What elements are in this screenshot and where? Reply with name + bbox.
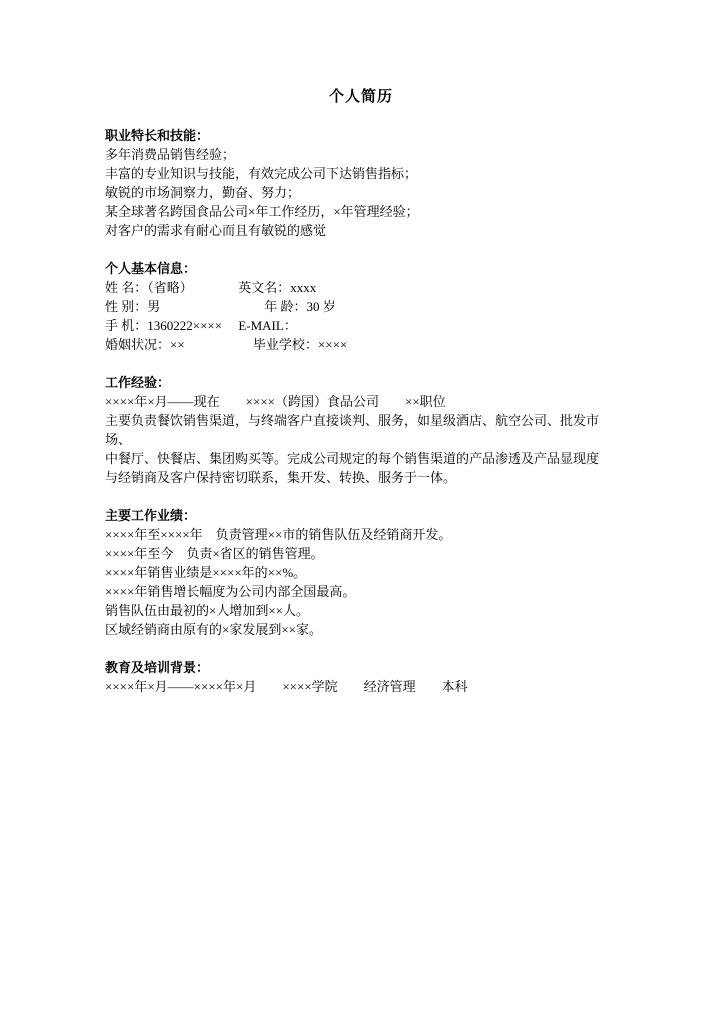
text-line: ××××年×月——××××年×月 ××××学院 经济管理 本科: [105, 679, 468, 694]
text-line: 主要负责餐饮销售渠道，与终端客户直接谈判、服务，如星级酒店、航空公司、批发市场、: [105, 413, 600, 447]
section-education: [105, 658, 617, 696]
text-line: ××××年×月——现在 ××××（跨国）食品公司 ××职位: [105, 394, 446, 409]
resume-content: [105, 88, 617, 696]
text-line: 性 别：男 年 龄：30 岁: [105, 299, 336, 314]
section-heading: 主要工作业绩：: [105, 508, 197, 523]
text-line: 敏锐的市场洞察力，勤奋、努力；: [105, 185, 301, 200]
text-line: 姓 名：（省略） 英文名：xxxx: [105, 280, 317, 295]
document-title: 个人简历: [328, 89, 393, 105]
section-basic-info: [105, 259, 617, 354]
text-line: ××××年至今 负责×省区的销售管理。: [105, 546, 324, 561]
text-line: 丰富的专业知识与技能，有效完成公司下达销售指标；: [105, 166, 418, 181]
text-line: 多年消费品销售经验；: [105, 147, 236, 162]
text-line: ××××年至××××年 负责管理××市的销售队伍及经销商开发。: [105, 527, 452, 542]
text-line: 销售队伍由最初的×人增加到××人。: [105, 603, 309, 618]
text-line: 中餐厅、快餐店、集团购买等。完成公司规定的每个销售渠道的产品渗透及产品显现度: [105, 451, 600, 466]
section-work-experience: [105, 373, 617, 487]
section-skills: [105, 126, 617, 240]
text-line: 与经销商及客户保持密切联系，集开发、转换、服务于一体。: [105, 470, 457, 485]
text-line: 对客户的需求有耐心而且有敏锐的感觉: [105, 223, 327, 238]
section-heading: 教育及培训背景：: [105, 660, 210, 675]
section-heading: 职业特长和技能：: [105, 128, 210, 143]
text-line: ××××年销售业绩是××××年的××%。: [105, 565, 307, 580]
text-line: 某全球著名跨国食品公司×年工作经历，×年管理经验；: [105, 204, 419, 219]
text-line: 婚姻状况：×× 毕业学校：××××: [105, 337, 348, 352]
section-heading: 工作经验：: [105, 375, 171, 390]
text-line: 手 机：1360222×××× E-MAIL：: [105, 318, 297, 333]
section-heading: 个人基本信息：: [105, 261, 197, 276]
text-line: 区域经销商由原有的×家发展到××家。: [105, 622, 322, 637]
text-line: ××××年销售增长幅度为公司内部全国最高。: [105, 584, 356, 599]
section-achievements: [105, 506, 617, 639]
